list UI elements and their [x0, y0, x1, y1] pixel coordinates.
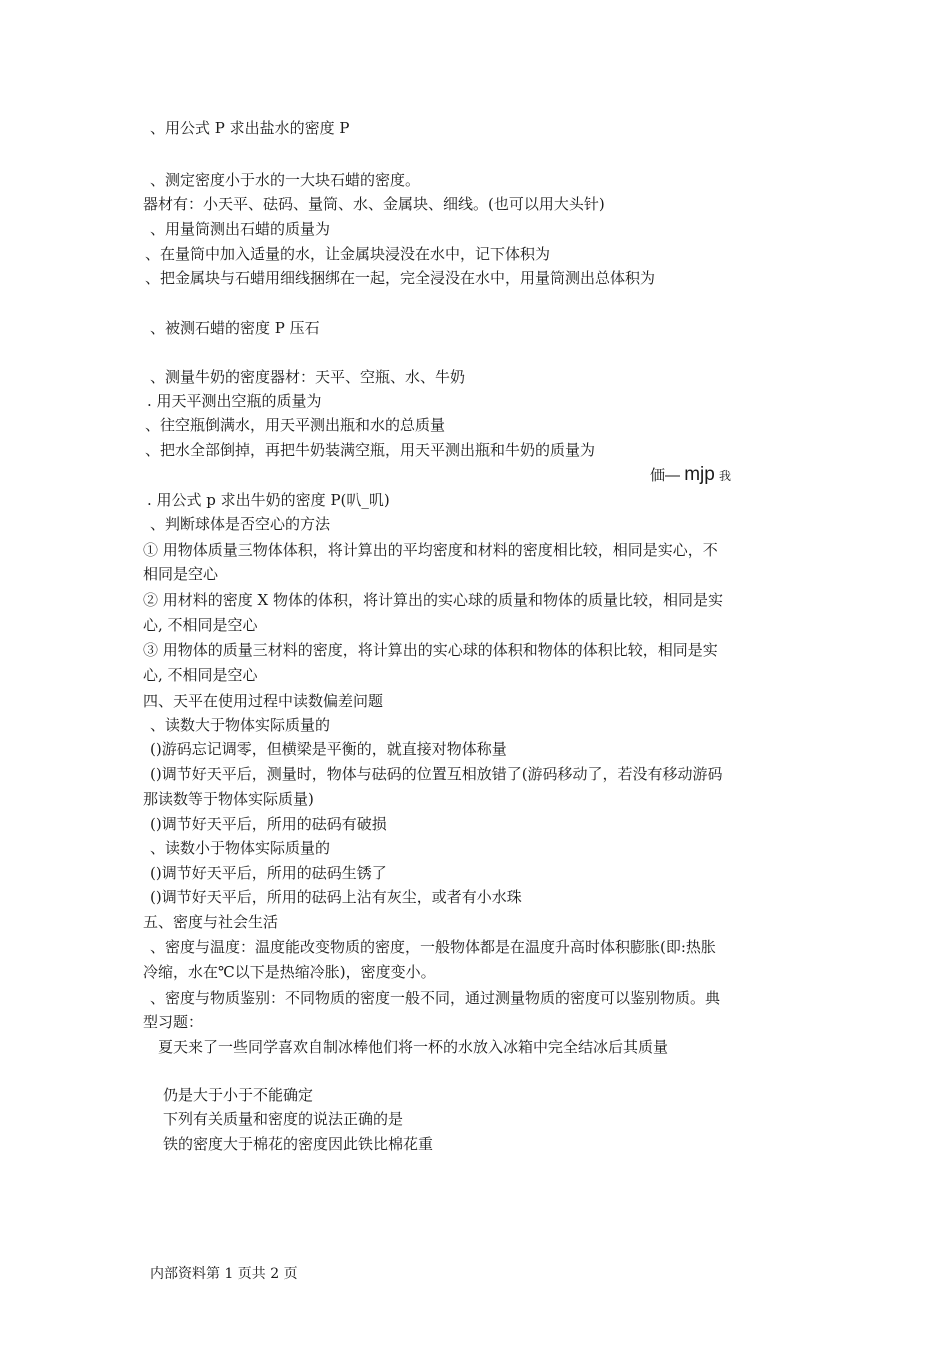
text-line: . 用天平测出空瓶的质量为	[147, 392, 322, 410]
exercise-line: 仍是大于小于不能确定	[163, 1086, 314, 1104]
text-line: ① 用物体质量三物体体积，将计算出的平均密度和材料的密度相比较，相同是实心，不	[143, 541, 718, 559]
text-line: 、被测石蜡的密度 P 压石	[150, 319, 320, 337]
text-line: 、往空瓶倒满水，用天平测出瓶和水的总质量	[145, 416, 446, 434]
text-line: ()游码忘记调零，但横梁是平衡的，就直接对物体称量	[150, 740, 507, 758]
text-line: ② 用材料的密度 X 物体的体积，将计算出的实心球的质量和物体的质量比较，相同是实	[143, 591, 723, 609]
section-heading: 四、天平在使用过程中读数偏差问题	[143, 692, 384, 710]
text-line: 、在量筒中加入适量的水，让金属块浸没在水中，记下体积为	[145, 245, 551, 263]
text-line: 、读数小于物体实际质量的	[150, 839, 331, 857]
formula-fragment	[650, 463, 731, 488]
text-line: ③ 用物体的质量三材料的密度，将计算出的实心球的体积和物体的体积比较，相同是实	[143, 641, 718, 659]
text-line: 相同是空心	[143, 565, 219, 583]
text-line: 、测量牛奶的密度器材：天平、空瓶、水、牛奶	[150, 368, 466, 386]
page-footer: 内部资料第 1 页共 2 页	[150, 1266, 298, 1282]
text-line: 型习题：	[143, 1013, 204, 1031]
text-line: 、密度与物质鉴别：不同物质的密度一般不同，通过测量物质的密度可以鉴别物质。典	[150, 989, 721, 1007]
text-line: 、密度与温度：温度能改变物质的密度，一般物体都是在温度升高时体积膨胀(即:热胀	[150, 938, 716, 956]
exercise-line: 夏天来了一些同学喜欢自制冰棒他们将一杯的水放入冰箱中完全结冰后其质量	[158, 1038, 669, 1056]
text-line: 、用量筒测出石蜡的质量为	[150, 220, 331, 238]
formula-part: 我	[718, 469, 731, 483]
text-line: 、把水全部倒掉，再把牛奶装满空瓶，用天平测出瓶和牛奶的质量为	[145, 441, 596, 459]
text-line: 心, 不相同是空心	[143, 666, 258, 684]
text-line: ()调节好天平后，测量时，物体与砝码的位置互相放错了(游码移动了，若没有移动游码	[150, 765, 723, 783]
text-line: 那读数等于物体实际质量)	[143, 790, 314, 808]
text-line: ()调节好天平后，所用的砝码生锈了	[150, 864, 387, 882]
text-line: 、测定密度小于水的一大块石蜡的密度。	[150, 171, 421, 189]
text-line: 、用公式 P 求出盐水的密度 P	[150, 119, 350, 137]
exercise-line: 下列有关质量和密度的说法正确的是	[163, 1110, 404, 1128]
section-heading: 五、密度与社会生活	[143, 913, 279, 931]
text-line: 器材有：小天平、砝码、量筒、水、金属块、细线。(也可以用大头针)	[143, 195, 605, 213]
text-line: ()调节好天平后，所用的砝码有破损	[150, 815, 387, 833]
text-line: 、读数大于物体实际质量的	[150, 716, 331, 734]
formula-part: mjp	[684, 464, 715, 485]
text-line: 冷缩，水在℃以下是热缩冷胀)，密度变小。	[143, 963, 436, 981]
text-line: ()调节好天平后，所用的砝码上沾有灰尘，或者有小水珠	[150, 888, 522, 906]
text-line: 、把金属块与石蜡用细线捆绑在一起，完全浸没在水中，用量筒测出总体积为	[145, 269, 656, 287]
formula-part: 価—	[650, 467, 681, 484]
text-line: 心, 不相同是空心	[143, 616, 258, 634]
text-line: . 用公式 p 求出牛奶的密度 P(叭_叽)	[147, 491, 390, 509]
exercise-line: 铁的密度大于棉花的密度因此铁比棉花重	[163, 1135, 434, 1153]
text-line: 、判断球体是否空心的方法	[150, 515, 331, 533]
